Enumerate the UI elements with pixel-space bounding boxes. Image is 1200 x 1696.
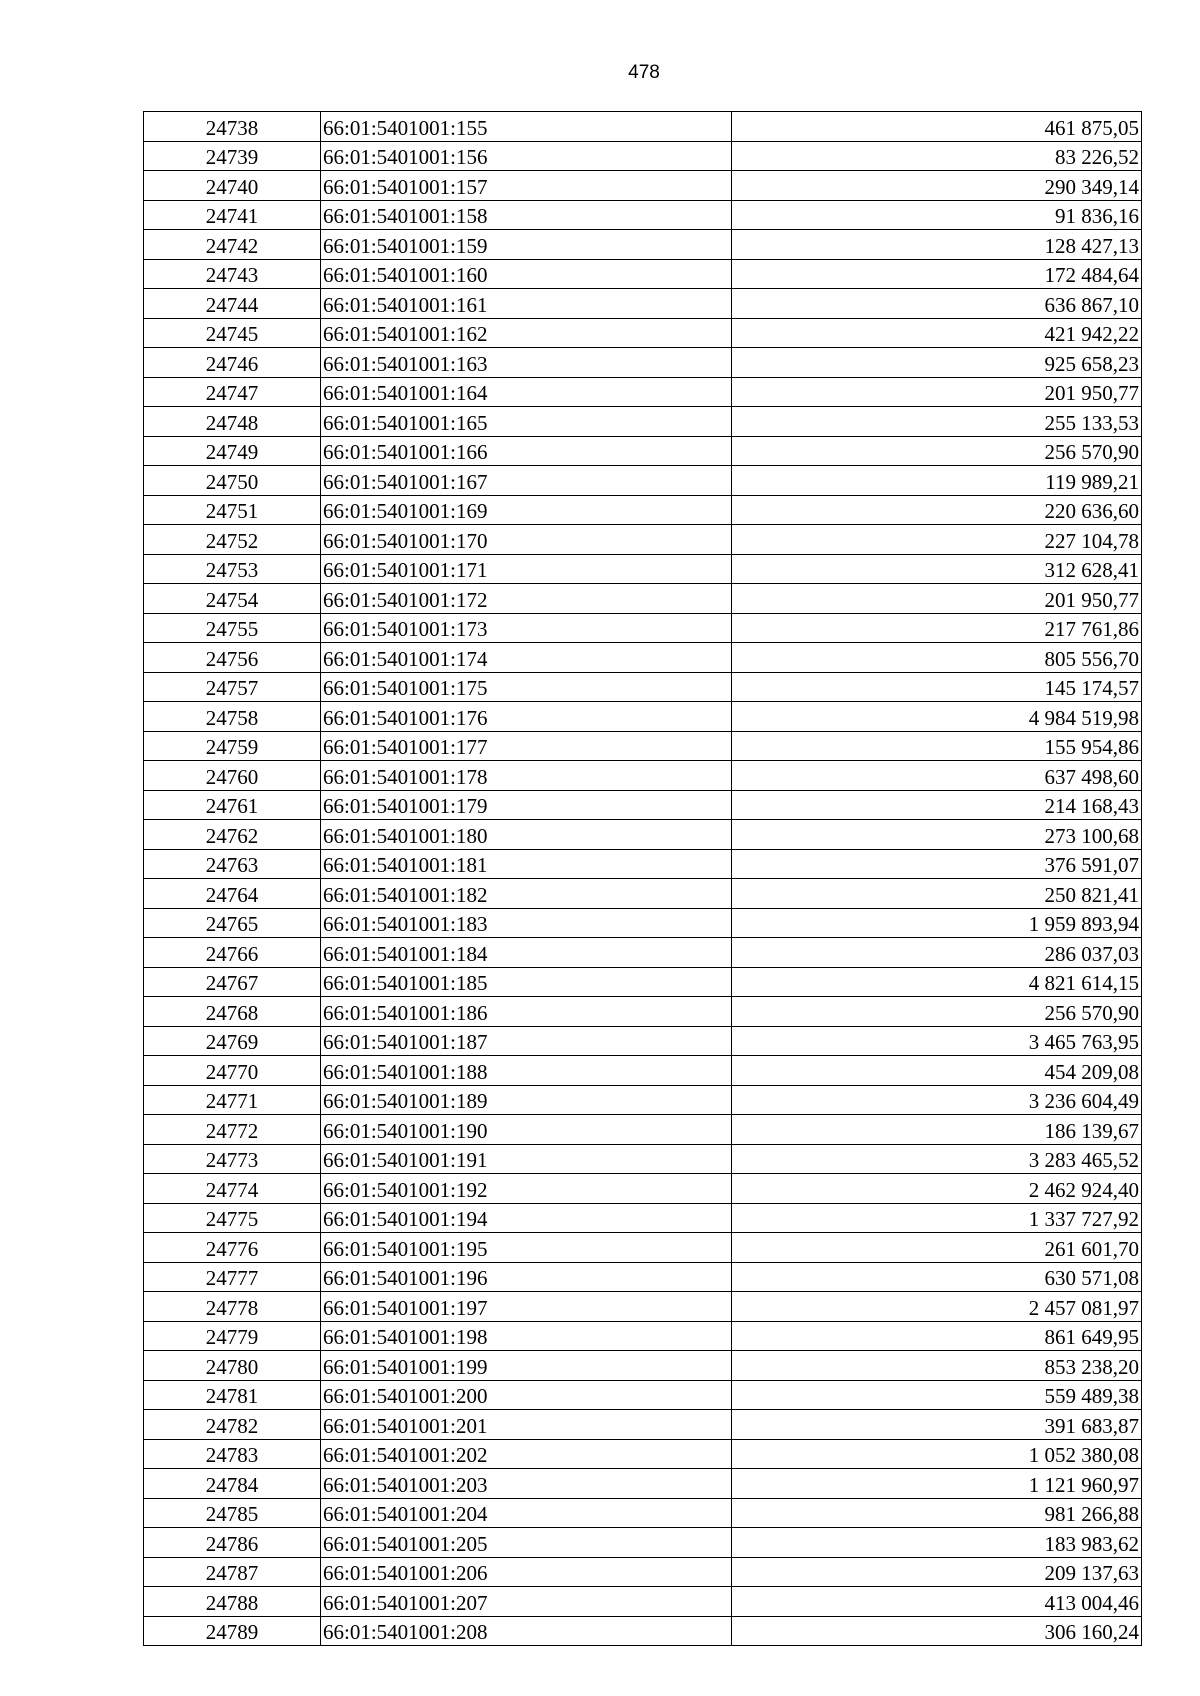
- row-number-cell: 24748: [144, 407, 321, 437]
- cadastral-value-cell: 376 591,07: [732, 849, 1142, 879]
- row-number-cell: 24772: [144, 1115, 321, 1145]
- table-row: [144, 702, 1142, 732]
- table-row: [144, 967, 1142, 997]
- row-number-cell: 24785: [144, 1498, 321, 1528]
- cadastral-number-cell: 66:01:5401001:158: [321, 200, 732, 230]
- table-row: [144, 1262, 1142, 1292]
- cadastral-value-cell: 559 489,38: [732, 1380, 1142, 1410]
- cadastral-value-cell: 3 465 763,95: [732, 1026, 1142, 1056]
- cadastral-value-cell: 981 266,88: [732, 1498, 1142, 1528]
- table-row: [144, 849, 1142, 879]
- row-number-cell: 24746: [144, 348, 321, 378]
- cadastral-value-cell: 209 137,63: [732, 1557, 1142, 1587]
- cadastral-number-cell: 66:01:5401001:178: [321, 761, 732, 791]
- cadastral-value-cell: 290 349,14: [732, 171, 1142, 201]
- table-row: [144, 1026, 1142, 1056]
- cadastral-number-cell: 66:01:5401001:162: [321, 318, 732, 348]
- row-number-cell: 24749: [144, 436, 321, 466]
- registry-table-body: [144, 112, 1142, 1646]
- row-number-cell: 24754: [144, 584, 321, 614]
- cadastral-number-cell: 66:01:5401001:198: [321, 1321, 732, 1351]
- table-row: [144, 1085, 1142, 1115]
- table-row: [144, 938, 1142, 968]
- cadastral-value-cell: 250 821,41: [732, 879, 1142, 909]
- table-row: [144, 879, 1142, 909]
- row-number-cell: 24756: [144, 643, 321, 673]
- table-row: [144, 141, 1142, 171]
- table-row: [144, 1528, 1142, 1558]
- cadastral-number-cell: 66:01:5401001:204: [321, 1498, 732, 1528]
- table-row: [144, 495, 1142, 525]
- table-row: [144, 672, 1142, 702]
- cadastral-number-cell: 66:01:5401001:164: [321, 377, 732, 407]
- cadastral-number-cell: 66:01:5401001:184: [321, 938, 732, 968]
- cadastral-value-cell: 391 683,87: [732, 1410, 1142, 1440]
- row-number-cell: 24779: [144, 1321, 321, 1351]
- registry-table: [143, 111, 1142, 1646]
- row-number-cell: 24763: [144, 849, 321, 879]
- cadastral-value-cell: 853 238,20: [732, 1351, 1142, 1381]
- cadastral-number-cell: 66:01:5401001:201: [321, 1410, 732, 1440]
- cadastral-value-cell: 805 556,70: [732, 643, 1142, 673]
- table-row: [144, 997, 1142, 1027]
- cadastral-value-cell: 461 875,05: [732, 112, 1142, 142]
- cadastral-number-cell: 66:01:5401001:195: [321, 1233, 732, 1263]
- cadastral-number-cell: 66:01:5401001:179: [321, 790, 732, 820]
- cadastral-number-cell: 66:01:5401001:183: [321, 908, 732, 938]
- row-number-cell: 24784: [144, 1469, 321, 1499]
- cadastral-number-cell: 66:01:5401001:161: [321, 289, 732, 319]
- table-row: [144, 1587, 1142, 1617]
- cadastral-value-cell: 286 037,03: [732, 938, 1142, 968]
- cadastral-number-cell: 66:01:5401001:172: [321, 584, 732, 614]
- cadastral-number-cell: 66:01:5401001:180: [321, 820, 732, 850]
- table-row: [144, 1380, 1142, 1410]
- table-row: [144, 731, 1142, 761]
- row-number-cell: 24778: [144, 1292, 321, 1322]
- row-number-cell: 24775: [144, 1203, 321, 1233]
- cadastral-value-cell: 119 989,21: [732, 466, 1142, 496]
- cadastral-value-cell: 155 954,86: [732, 731, 1142, 761]
- table-row: [144, 200, 1142, 230]
- cadastral-value-cell: 1 337 727,92: [732, 1203, 1142, 1233]
- row-number-cell: 24773: [144, 1144, 321, 1174]
- row-number-cell: 24786: [144, 1528, 321, 1558]
- table-row: [144, 112, 1142, 142]
- cadastral-value-cell: 925 658,23: [732, 348, 1142, 378]
- row-number-cell: 24757: [144, 672, 321, 702]
- cadastral-number-cell: 66:01:5401001:205: [321, 1528, 732, 1558]
- cadastral-number-cell: 66:01:5401001:207: [321, 1587, 732, 1617]
- table-row: [144, 1469, 1142, 1499]
- row-number-cell: 24762: [144, 820, 321, 850]
- cadastral-number-cell: 66:01:5401001:203: [321, 1469, 732, 1499]
- row-number-cell: 24769: [144, 1026, 321, 1056]
- cadastral-number-cell: 66:01:5401001:171: [321, 554, 732, 584]
- cadastral-number-cell: 66:01:5401001:163: [321, 348, 732, 378]
- cadastral-number-cell: 66:01:5401001:206: [321, 1557, 732, 1587]
- table-row: [144, 1174, 1142, 1204]
- cadastral-value-cell: 630 571,08: [732, 1262, 1142, 1292]
- cadastral-value-cell: 2 457 081,97: [732, 1292, 1142, 1322]
- table-row: [144, 1233, 1142, 1263]
- cadastral-number-cell: 66:01:5401001:182: [321, 879, 732, 909]
- table-row: [144, 348, 1142, 378]
- row-number-cell: 24742: [144, 230, 321, 260]
- cadastral-number-cell: 66:01:5401001:157: [321, 171, 732, 201]
- cadastral-number-cell: 66:01:5401001:174: [321, 643, 732, 673]
- row-number-cell: 24741: [144, 200, 321, 230]
- cadastral-number-cell: 66:01:5401001:208: [321, 1616, 732, 1646]
- cadastral-value-cell: 3 283 465,52: [732, 1144, 1142, 1174]
- cadastral-value-cell: 261 601,70: [732, 1233, 1142, 1263]
- cadastral-value-cell: 1 959 893,94: [732, 908, 1142, 938]
- cadastral-value-cell: 2 462 924,40: [732, 1174, 1142, 1204]
- cadastral-number-cell: 66:01:5401001:177: [321, 731, 732, 761]
- cadastral-number-cell: 66:01:5401001:176: [321, 702, 732, 732]
- cadastral-number-cell: 66:01:5401001:188: [321, 1056, 732, 1086]
- row-number-cell: 24765: [144, 908, 321, 938]
- row-number-cell: 24747: [144, 377, 321, 407]
- cadastral-number-cell: 66:01:5401001:189: [321, 1085, 732, 1115]
- row-number-cell: 24780: [144, 1351, 321, 1381]
- cadastral-value-cell: 201 950,77: [732, 377, 1142, 407]
- cadastral-value-cell: 421 942,22: [732, 318, 1142, 348]
- cadastral-number-cell: 66:01:5401001:186: [321, 997, 732, 1027]
- table-row: [144, 171, 1142, 201]
- cadastral-value-cell: 306 160,24: [732, 1616, 1142, 1646]
- row-number-cell: 24777: [144, 1262, 321, 1292]
- cadastral-number-cell: 66:01:5401001:167: [321, 466, 732, 496]
- table-row: [144, 1410, 1142, 1440]
- table-row: [144, 1439, 1142, 1469]
- cadastral-value-cell: 636 867,10: [732, 289, 1142, 319]
- table-row: [144, 230, 1142, 260]
- cadastral-value-cell: 83 226,52: [732, 141, 1142, 171]
- row-number-cell: 24782: [144, 1410, 321, 1440]
- cadastral-value-cell: 183 983,62: [732, 1528, 1142, 1558]
- cadastral-value-cell: 273 100,68: [732, 820, 1142, 850]
- cadastral-number-cell: 66:01:5401001:190: [321, 1115, 732, 1145]
- cadastral-value-cell: 217 761,86: [732, 613, 1142, 643]
- row-number-cell: 24776: [144, 1233, 321, 1263]
- cadastral-number-cell: 66:01:5401001:175: [321, 672, 732, 702]
- cadastral-number-cell: 66:01:5401001:185: [321, 967, 732, 997]
- row-number-cell: 24745: [144, 318, 321, 348]
- table-row: [144, 820, 1142, 850]
- table-row: [144, 525, 1142, 555]
- table-row: [144, 1321, 1142, 1351]
- cadastral-number-cell: 66:01:5401001:155: [321, 112, 732, 142]
- cadastral-number-cell: 66:01:5401001:156: [321, 141, 732, 171]
- row-number-cell: 24738: [144, 112, 321, 142]
- table-row: [144, 613, 1142, 643]
- cadastral-value-cell: 454 209,08: [732, 1056, 1142, 1086]
- cadastral-number-cell: 66:01:5401001:173: [321, 613, 732, 643]
- cadastral-value-cell: 256 570,90: [732, 997, 1142, 1027]
- table-row: [144, 1616, 1142, 1646]
- cadastral-number-cell: 66:01:5401001:165: [321, 407, 732, 437]
- page-number: 478: [628, 62, 660, 83]
- table-row: [144, 790, 1142, 820]
- cadastral-value-cell: 227 104,78: [732, 525, 1142, 555]
- table-row: [144, 259, 1142, 289]
- row-number-cell: 24740: [144, 171, 321, 201]
- cadastral-number-cell: 66:01:5401001:197: [321, 1292, 732, 1322]
- table-row: [144, 1557, 1142, 1587]
- cadastral-number-cell: 66:01:5401001:194: [321, 1203, 732, 1233]
- table-row: [144, 1292, 1142, 1322]
- cadastral-value-cell: 3 236 604,49: [732, 1085, 1142, 1115]
- row-number-cell: 24770: [144, 1056, 321, 1086]
- table-row: [144, 1498, 1142, 1528]
- row-number-cell: 24755: [144, 613, 321, 643]
- cadastral-value-cell: 128 427,13: [732, 230, 1142, 260]
- cadastral-number-cell: 66:01:5401001:166: [321, 436, 732, 466]
- table-row: [144, 908, 1142, 938]
- row-number-cell: 24759: [144, 731, 321, 761]
- table-row: [144, 554, 1142, 584]
- cadastral-value-cell: 186 139,67: [732, 1115, 1142, 1145]
- cadastral-number-cell: 66:01:5401001:160: [321, 259, 732, 289]
- row-number-cell: 24771: [144, 1085, 321, 1115]
- cadastral-number-cell: 66:01:5401001:159: [321, 230, 732, 260]
- row-number-cell: 24766: [144, 938, 321, 968]
- row-number-cell: 24752: [144, 525, 321, 555]
- cadastral-number-cell: 66:01:5401001:187: [321, 1026, 732, 1056]
- row-number-cell: 24783: [144, 1439, 321, 1469]
- cadastral-number-cell: 66:01:5401001:196: [321, 1262, 732, 1292]
- row-number-cell: 24744: [144, 289, 321, 319]
- row-number-cell: 24787: [144, 1557, 321, 1587]
- row-number-cell: 24760: [144, 761, 321, 791]
- cadastral-value-cell: 4 821 614,15: [732, 967, 1142, 997]
- row-number-cell: 24768: [144, 997, 321, 1027]
- table-row: [144, 584, 1142, 614]
- cadastral-value-cell: 637 498,60: [732, 761, 1142, 791]
- row-number-cell: 24764: [144, 879, 321, 909]
- table-row: [144, 643, 1142, 673]
- cadastral-number-cell: 66:01:5401001:199: [321, 1351, 732, 1381]
- cadastral-value-cell: 1 052 380,08: [732, 1439, 1142, 1469]
- cadastral-number-cell: 66:01:5401001:200: [321, 1380, 732, 1410]
- table-row: [144, 1203, 1142, 1233]
- row-number-cell: 24753: [144, 554, 321, 584]
- cadastral-number-cell: 66:01:5401001:169: [321, 495, 732, 525]
- cadastral-value-cell: 1 121 960,97: [732, 1469, 1142, 1499]
- cadastral-value-cell: 201 950,77: [732, 584, 1142, 614]
- cadastral-number-cell: 66:01:5401001:181: [321, 849, 732, 879]
- row-number-cell: 24751: [144, 495, 321, 525]
- table-row: [144, 318, 1142, 348]
- table-row: [144, 289, 1142, 319]
- row-number-cell: 24774: [144, 1174, 321, 1204]
- cadastral-value-cell: 312 628,41: [732, 554, 1142, 584]
- table-row: [144, 1351, 1142, 1381]
- cadastral-value-cell: 220 636,60: [732, 495, 1142, 525]
- table-row: [144, 407, 1142, 437]
- cadastral-value-cell: 91 836,16: [732, 200, 1142, 230]
- table-row: [144, 761, 1142, 791]
- cadastral-number-cell: 66:01:5401001:192: [321, 1174, 732, 1204]
- cadastral-number-cell: 66:01:5401001:170: [321, 525, 732, 555]
- row-number-cell: 24750: [144, 466, 321, 496]
- table-row: [144, 1115, 1142, 1145]
- cadastral-value-cell: 172 484,64: [732, 259, 1142, 289]
- table-row: [144, 436, 1142, 466]
- cadastral-number-cell: 66:01:5401001:202: [321, 1439, 732, 1469]
- row-number-cell: 24781: [144, 1380, 321, 1410]
- row-number-cell: 24743: [144, 259, 321, 289]
- table-row: [144, 1056, 1142, 1086]
- table-row: [144, 1144, 1142, 1174]
- row-number-cell: 24739: [144, 141, 321, 171]
- cadastral-value-cell: 861 649,95: [732, 1321, 1142, 1351]
- cadastral-value-cell: 145 174,57: [732, 672, 1142, 702]
- table-row: [144, 466, 1142, 496]
- row-number-cell: 24758: [144, 702, 321, 732]
- cadastral-value-cell: 255 133,53: [732, 407, 1142, 437]
- table-row: [144, 377, 1142, 407]
- row-number-cell: 24789: [144, 1616, 321, 1646]
- cadastral-number-cell: 66:01:5401001:191: [321, 1144, 732, 1174]
- row-number-cell: 24788: [144, 1587, 321, 1617]
- cadastral-value-cell: 413 004,46: [732, 1587, 1142, 1617]
- cadastral-value-cell: 4 984 519,98: [732, 702, 1142, 732]
- row-number-cell: 24761: [144, 790, 321, 820]
- cadastral-value-cell: 256 570,90: [732, 436, 1142, 466]
- cadastral-value-cell: 214 168,43: [732, 790, 1142, 820]
- row-number-cell: 24767: [144, 967, 321, 997]
